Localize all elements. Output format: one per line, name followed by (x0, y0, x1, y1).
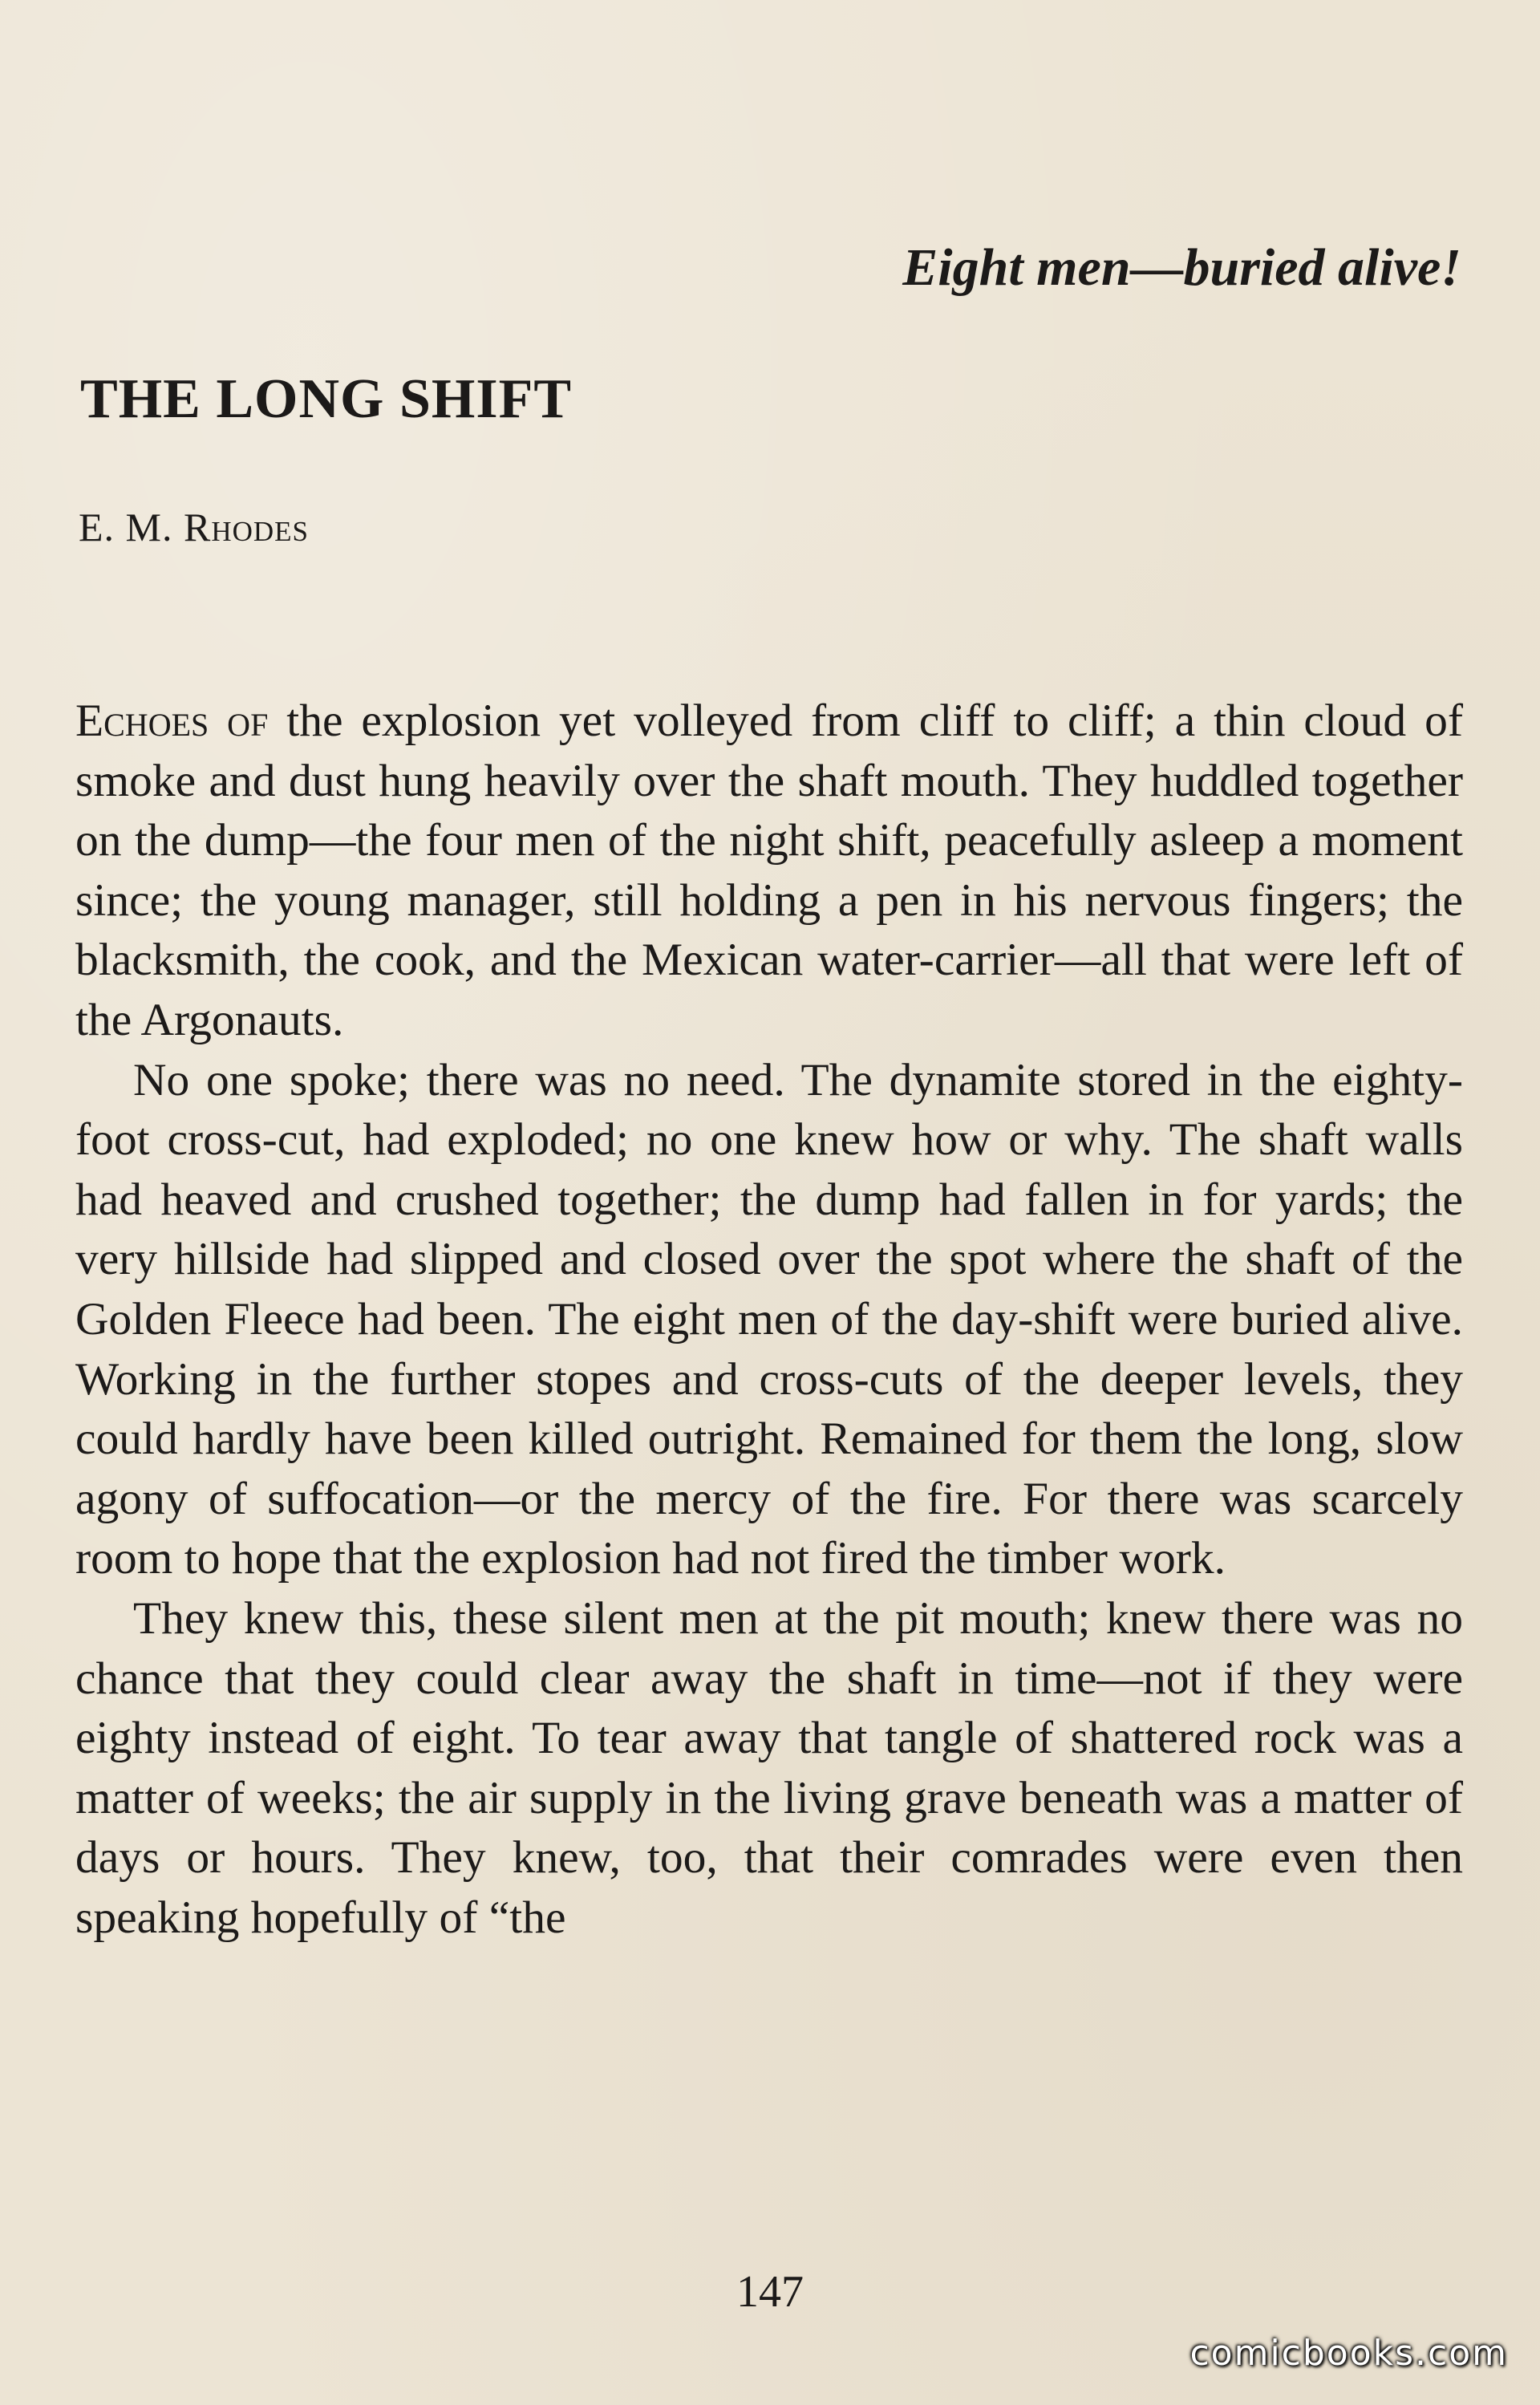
paragraph-2: No one spoke; there was no need. The dynamite stored in the eighty-foot cross-cut, had exploded; no one knew how or why. The shaft walls had heaved and crushed together; the dump had fallen in for yards; the very hillside had slipped and closed over the spot where the shaft of the Golden Fleece had been. The eight men of the day-shift were buried alive. Working in the further stopes and cross-cuts of the deeper levels, they could hardly have been killed outright. Remained for them the long, slow agony of suffocation—or the mercy of the fire. For there was scarcely room to hope that the explosion had not fired the timber work. (75, 1054, 1463, 1584)
story-author: E. M. Rhodes (79, 505, 310, 550)
watermark: comicbooks.com (1189, 2333, 1508, 2374)
paragraph-1-text: the explosion yet volleyed from cliff to cliff; a thin cloud of smoke and dust hung heavily over the shaft mouth. They huddled together on the dump—the four men of the night shift, peacefully asleep a moment since; the young manager, still holding a pen in his nervous fingers; the blacksmith, the cook, and the Mexican water-carrier—all that were left of the Argonauts. (75, 696, 1463, 1045)
paragraph-lead-in: Echoes of (75, 696, 269, 746)
story-title: THE LONG SHIFT (80, 368, 573, 430)
paragraph-1 (75, 691, 1463, 1051)
story-tagline: Eight men—buried alive! (902, 238, 1461, 297)
page-number: 147 (736, 2267, 804, 2317)
paragraph-3: They knew this, these silent men at the pit mouth; knew there was no chance that they could clear away the shaft in time—not if they were eighty instead of eight. To tear away that tangle of shattered rock was a matter of weeks; the air supply in the living grave beneath was a matter of days or hours. They knew, too, that their comrades were even then speaking hopefully of “the (75, 1592, 1463, 1943)
story-body (75, 691, 1463, 1948)
